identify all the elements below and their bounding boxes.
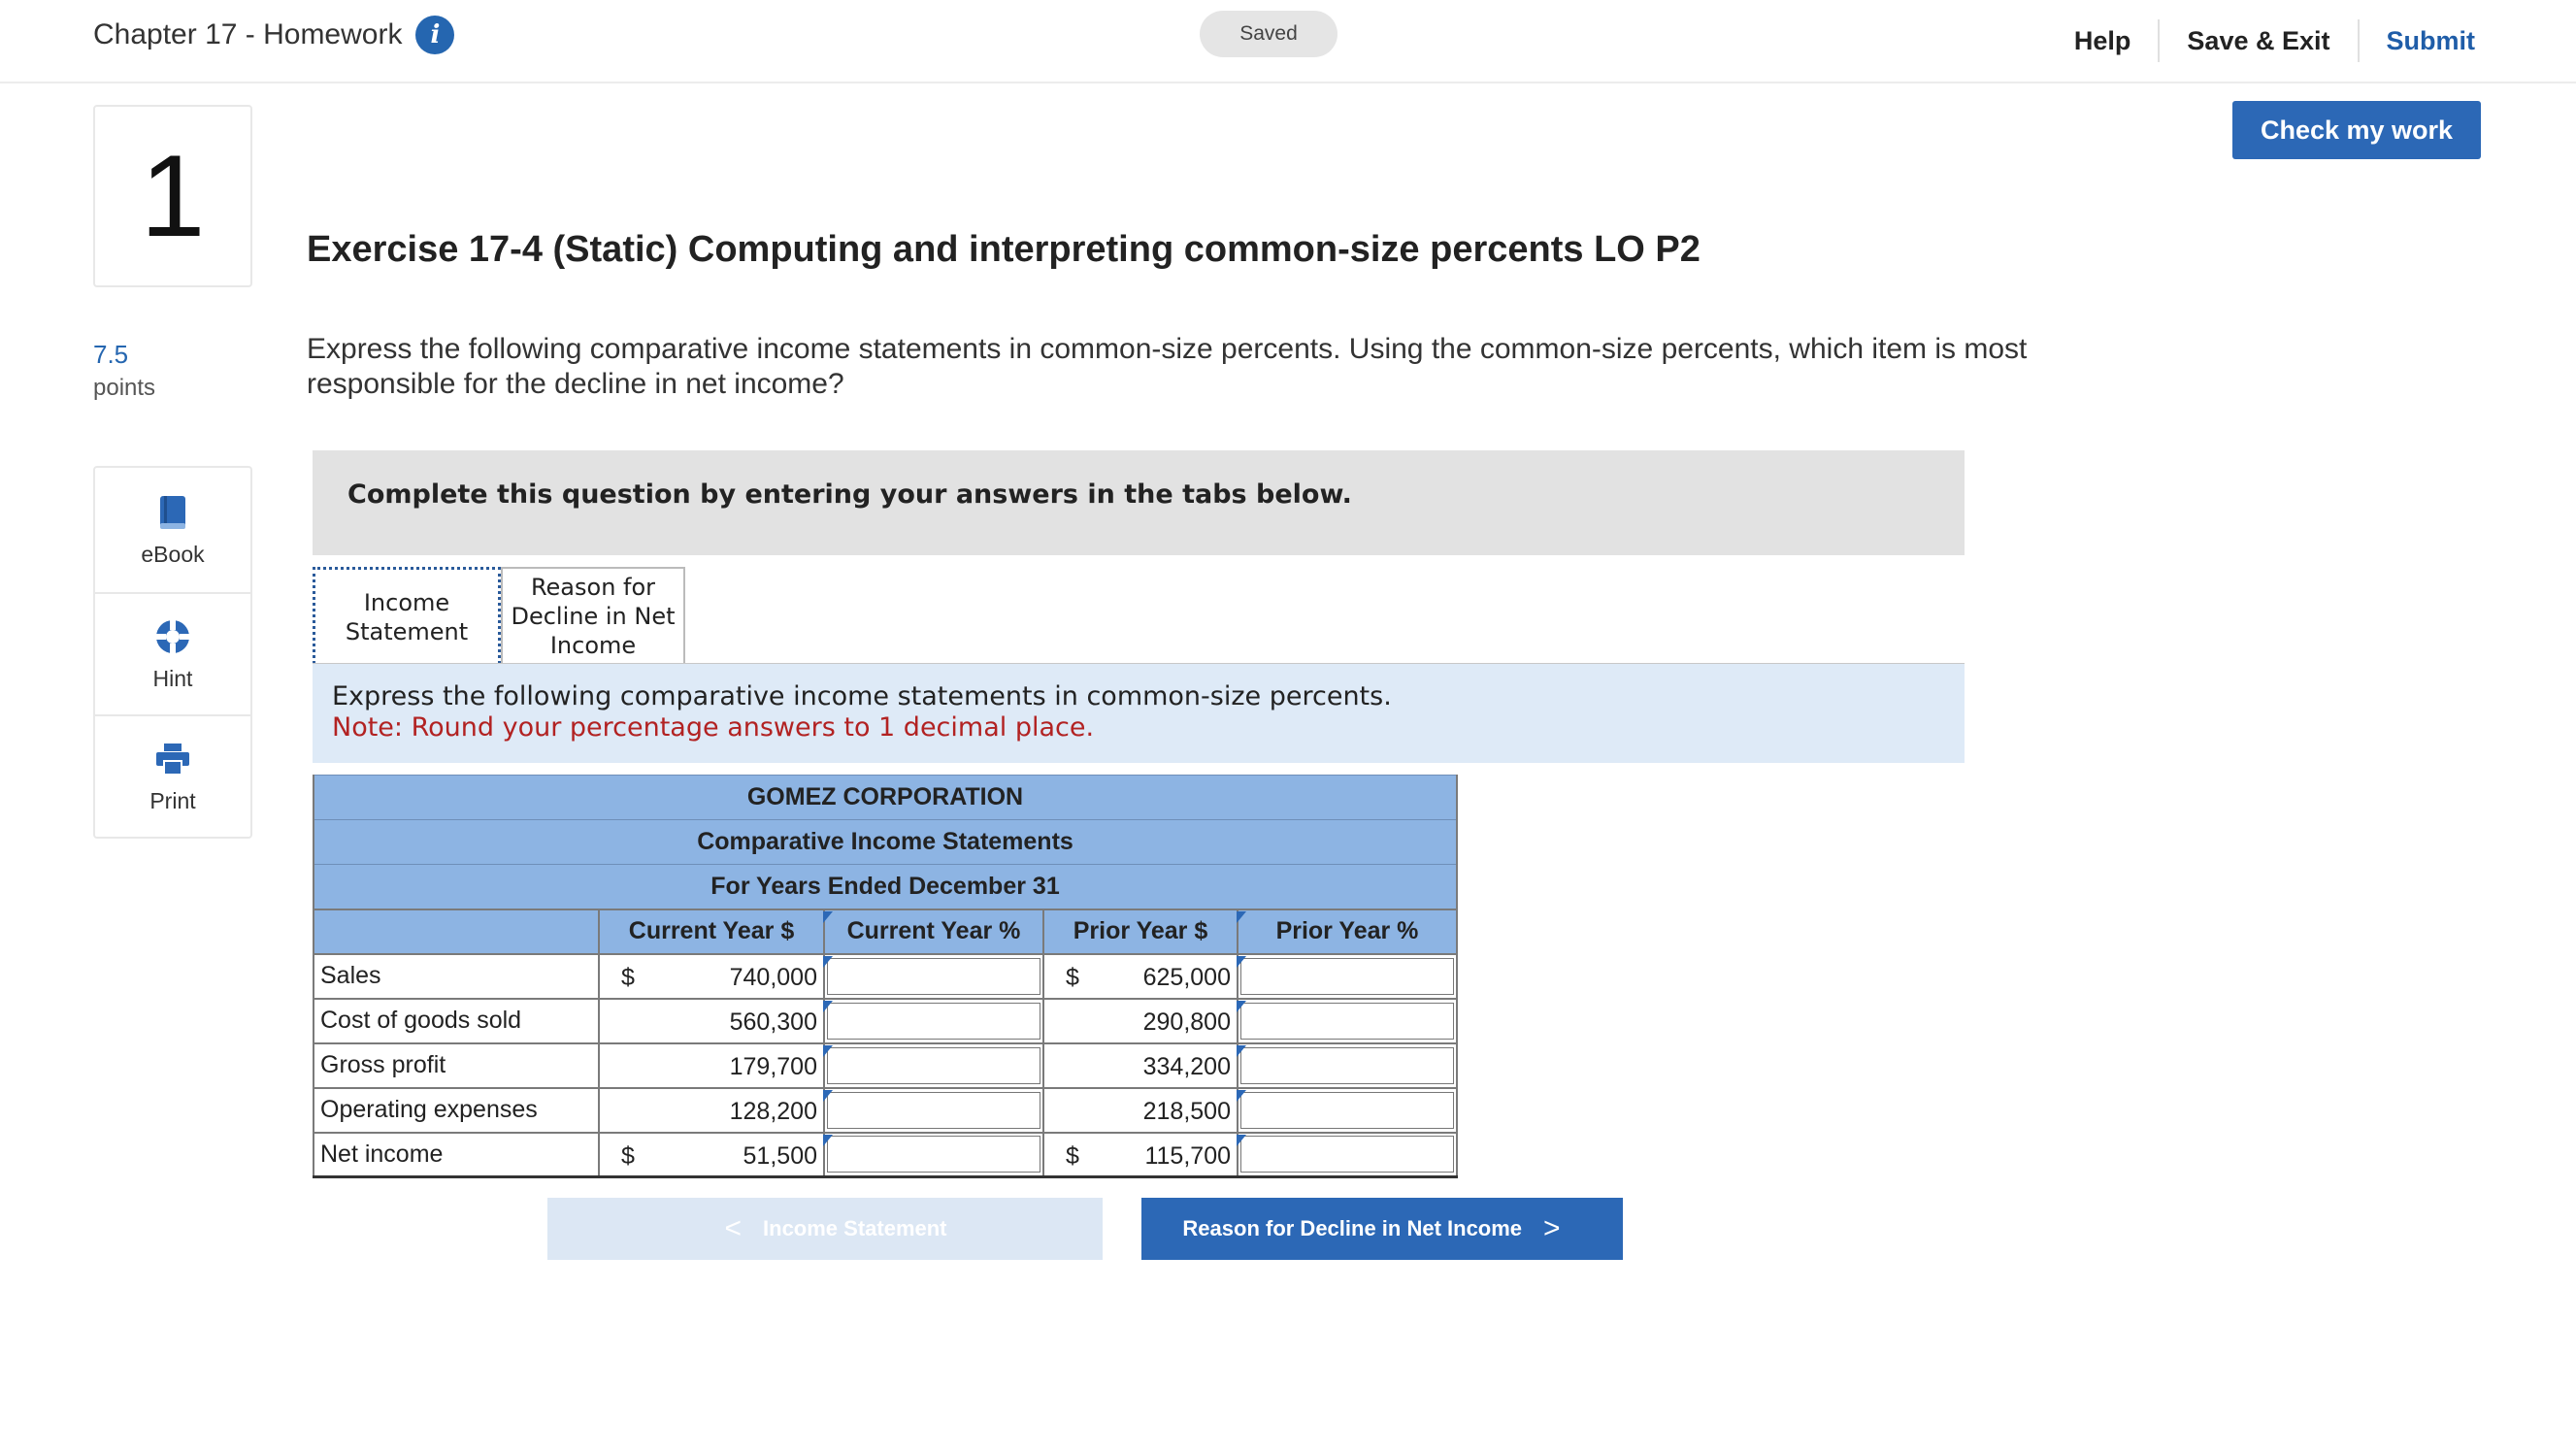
note-panel — [313, 664, 1965, 763]
ebook-label: eBook — [141, 541, 205, 567]
prior-year-amount — [1043, 1133, 1238, 1177]
question-number: 1 — [93, 105, 252, 287]
amount-value: 625,000 — [1142, 963, 1231, 991]
table-row — [314, 954, 1457, 999]
row-label: Operating expenses — [314, 1088, 599, 1133]
note-instruction: Express the following comparative income statements in common-size percents. — [332, 681, 1392, 711]
current-year-amount — [599, 1043, 824, 1088]
ebook-button[interactable] — [95, 468, 250, 592]
submit-button[interactable]: Submit — [2358, 19, 2476, 62]
income-statement-table — [313, 775, 1458, 1178]
prior-year-percent-input[interactable] — [1240, 958, 1454, 995]
question-prompt: Express the following comparative income statements in common-size percents. Using the common-size percents, which item is most responsible for the decline in net income? — [307, 333, 2028, 400]
help-button[interactable]: Help — [2073, 25, 2131, 55]
currency-symbol: $ — [1066, 963, 1079, 991]
tab-label-line: Income — [549, 632, 637, 659]
points-value: 7.5 — [93, 340, 129, 369]
saved-status-badge: Saved — [1200, 11, 1338, 57]
amount-value: 128,200 — [729, 1097, 817, 1125]
exercise-title: Exercise 17-4 (Static) Computing and interpreting common-size percents LO P2 — [307, 229, 1701, 270]
current-year-percent-input[interactable] — [827, 958, 1040, 995]
tab-label-line: Decline in Net — [511, 603, 676, 630]
chapter-title-text: Chapter 17 - Homework — [93, 18, 403, 50]
column-header: Prior Year % — [1238, 909, 1457, 954]
current-year-percent-input[interactable] — [827, 1136, 1040, 1173]
current-year-percent-cell — [824, 1133, 1043, 1177]
column-header-blank — [314, 909, 599, 954]
prior-year-amount — [1043, 999, 1238, 1043]
current-year-percent-cell — [824, 954, 1043, 999]
print-button[interactable] — [95, 714, 250, 837]
current-year-percent-input[interactable] — [827, 1003, 1040, 1040]
print-label: Print — [149, 787, 196, 813]
column-header: Current Year % — [824, 909, 1043, 954]
row-label: Cost of goods sold — [314, 999, 599, 1043]
book-icon — [153, 493, 192, 532]
answer-tabs — [313, 567, 685, 664]
amount-value: 290,800 — [1142, 1008, 1231, 1036]
info-icon[interactable]: i — [415, 16, 454, 54]
row-label: Net income — [314, 1133, 599, 1177]
note-rounding: Note: Round your percentage answers to 1 decimal place. — [332, 712, 1095, 743]
instructions-banner — [313, 450, 1965, 555]
check-my-work-button[interactable]: Check my work — [2232, 101, 2481, 159]
hint-button[interactable] — [95, 592, 250, 714]
current-year-percent-cell — [824, 1088, 1043, 1133]
row-label: Gross profit — [314, 1043, 599, 1088]
prior-year-percent-input[interactable] — [1240, 1092, 1454, 1129]
prior-year-percent-input[interactable] — [1240, 1136, 1454, 1173]
top-bar — [0, 0, 2576, 83]
row-label: Sales — [314, 954, 599, 999]
currency-symbol: $ — [621, 963, 635, 991]
next-tab-button[interactable] — [1141, 1198, 1623, 1260]
amount-value: 740,000 — [729, 963, 817, 991]
amount-value: 179,700 — [729, 1052, 817, 1080]
tab-label-line: Reason for — [530, 574, 656, 601]
table-row — [314, 1133, 1457, 1177]
tab-reason-for-decline[interactable] — [501, 567, 685, 664]
statement-period: For Years Ended December 31 — [314, 865, 1457, 909]
tab-income-statement[interactable] — [313, 567, 501, 664]
chevron-left-icon: < — [724, 1212, 743, 1244]
current-year-amount — [599, 1088, 824, 1133]
amount-value: 218,500 — [1142, 1097, 1231, 1125]
printer-icon — [153, 740, 192, 778]
instructions-text: Complete this question by entering your answers in the tabs below. — [347, 479, 1352, 510]
column-header: Prior Year $ — [1043, 909, 1238, 954]
prior-year-amount — [1043, 1043, 1238, 1088]
prior-year-percent-input[interactable] — [1240, 1047, 1454, 1084]
tab-label-line: Income — [363, 588, 450, 616]
chevron-right-icon: > — [1543, 1212, 1561, 1244]
statement-title: Comparative Income Statements — [314, 820, 1457, 865]
tools-panel — [93, 466, 252, 839]
prior-year-amount — [1043, 954, 1238, 999]
amount-value: 334,200 — [1142, 1052, 1231, 1080]
prior-year-percent-cell — [1238, 1088, 1457, 1133]
amount-value: 51,500 — [743, 1141, 817, 1170]
current-year-percent-cell — [824, 1043, 1043, 1088]
current-year-percent-cell — [824, 999, 1043, 1043]
currency-symbol: $ — [621, 1141, 635, 1170]
current-year-percent-input[interactable] — [827, 1047, 1040, 1084]
currency-symbol: $ — [1066, 1141, 1079, 1170]
prior-year-percent-input[interactable] — [1240, 1003, 1454, 1040]
company-name: GOMEZ CORPORATION — [314, 776, 1457, 820]
save-exit-button[interactable]: Save & Exit — [2158, 19, 2357, 62]
prior-year-amount — [1043, 1088, 1238, 1133]
current-year-amount — [599, 954, 824, 999]
top-actions — [2047, 19, 2475, 62]
previous-tab-label: Income Statement — [763, 1216, 947, 1240]
prior-year-percent-cell — [1238, 1133, 1457, 1177]
lifebuoy-icon — [153, 617, 192, 656]
prior-year-percent-cell — [1238, 999, 1457, 1043]
amount-value: 115,700 — [1144, 1141, 1231, 1170]
chapter-title — [93, 16, 454, 54]
next-tab-label: Reason for Decline in Net Income — [1182, 1216, 1523, 1240]
table-row — [314, 1088, 1457, 1133]
points-label: points — [93, 375, 156, 401]
tab-label-line: Statement — [345, 617, 469, 645]
amount-value: 560,300 — [729, 1008, 817, 1036]
current-year-percent-input[interactable] — [827, 1092, 1040, 1129]
current-year-amount — [599, 1133, 824, 1177]
prior-year-percent-cell — [1238, 954, 1457, 999]
current-year-amount — [599, 999, 824, 1043]
hint-label: Hint — [152, 665, 193, 691]
column-header: Current Year $ — [599, 909, 824, 954]
table-row — [314, 999, 1457, 1043]
prior-year-percent-cell — [1238, 1043, 1457, 1088]
table-row — [314, 1043, 1457, 1088]
previous-tab-button[interactable] — [547, 1198, 1103, 1260]
